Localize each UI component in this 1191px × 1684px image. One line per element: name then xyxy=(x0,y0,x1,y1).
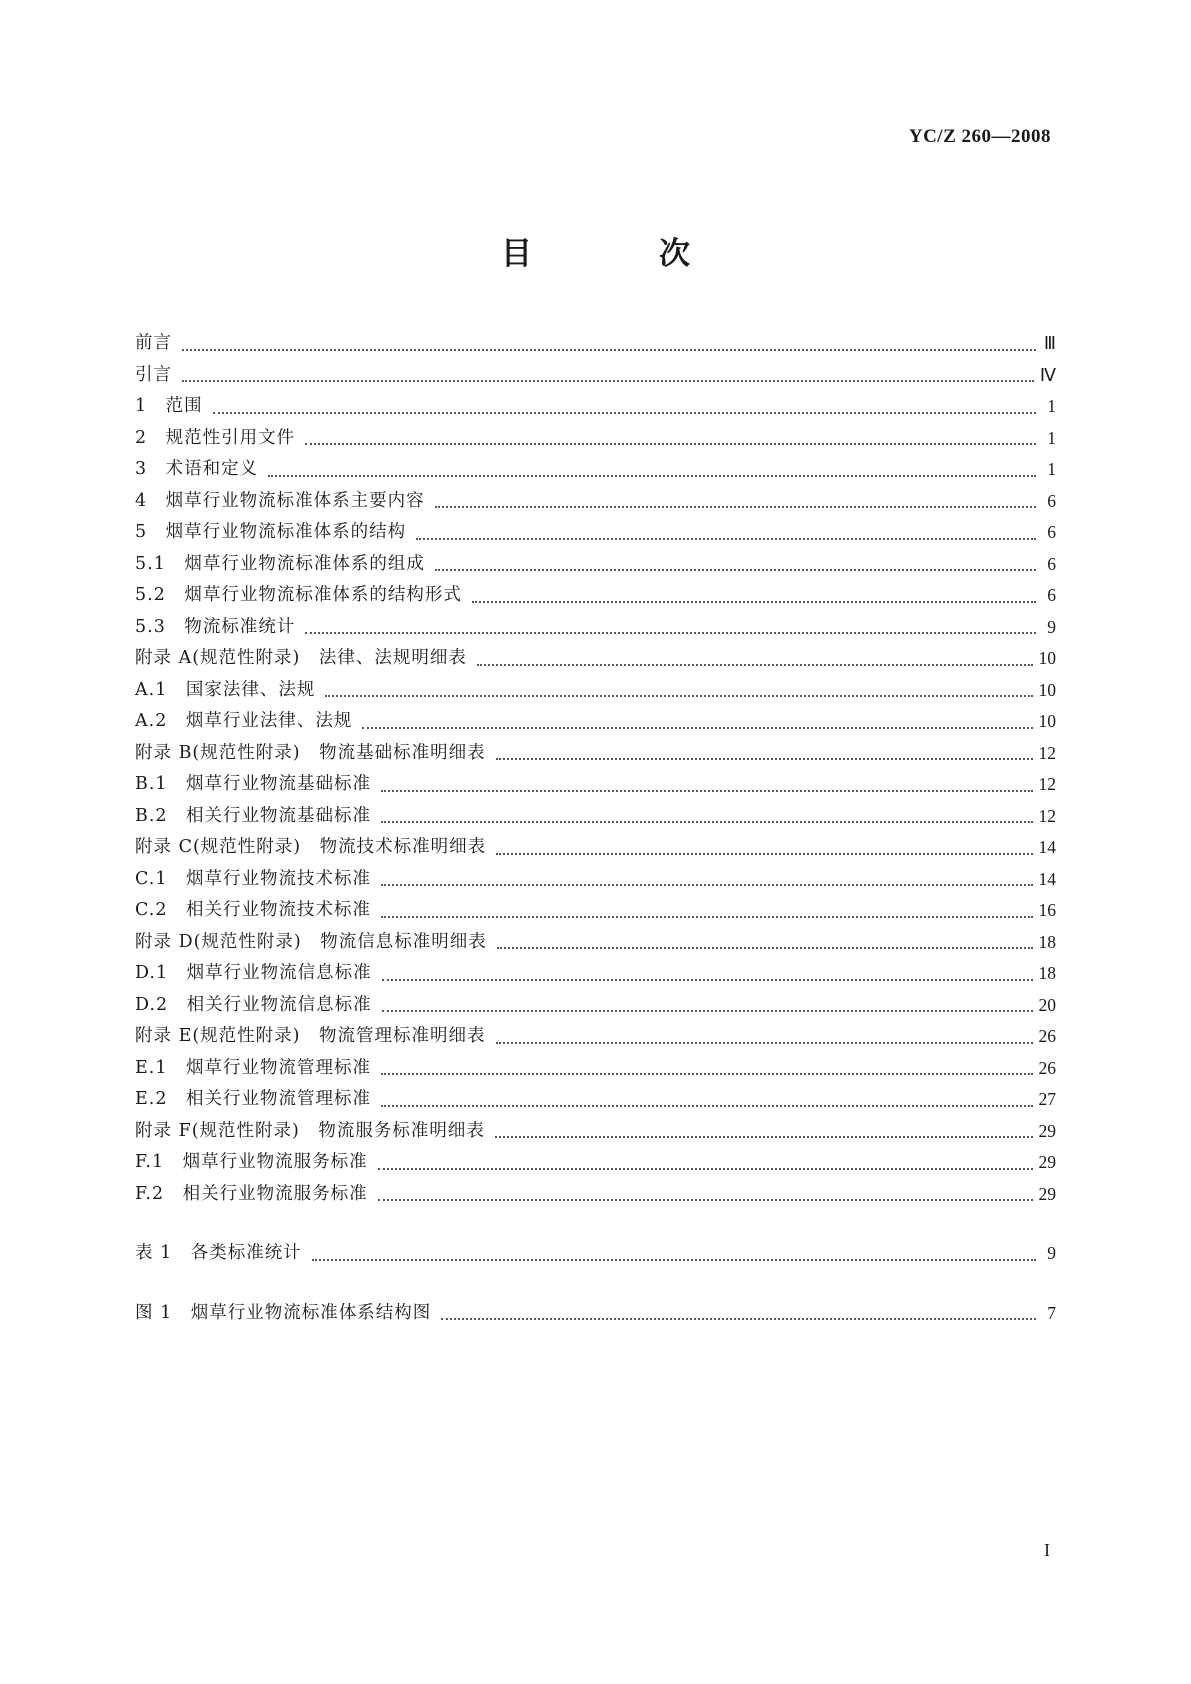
toc-entry[interactable] xyxy=(135,549,1056,581)
dot-leader xyxy=(378,1168,1033,1170)
dot-leader xyxy=(268,475,1036,477)
toc-entry-page: 10 xyxy=(1038,648,1056,668)
toc-entry-title: 5 烟草行业物流标准体系的结构 xyxy=(135,522,407,542)
toc-entry-title: 4 烟草行业物流标准体系主要内容 xyxy=(135,490,425,511)
toc-entry-title: 5.1 烟草行业物流标准体系的组成 xyxy=(135,553,425,574)
toc-entry-title: 2 规范性引用文件 xyxy=(135,427,296,448)
toc-entry-title: 附录 C(规范性附录) 物流技术标准明细表 xyxy=(135,837,487,857)
toc-entry[interactable] xyxy=(135,391,1056,423)
dot-leader xyxy=(381,790,1032,792)
toc-entry-title: F.1 烟草行业物流服务标准 xyxy=(135,1152,368,1172)
toc-entry-page: 18 xyxy=(1038,931,1056,952)
toc-entry[interactable] xyxy=(135,675,1056,707)
dot-leader xyxy=(496,758,1033,760)
toc-entry-title: D.1 烟草行业物流信息标准 xyxy=(135,963,372,983)
toc-entry[interactable] xyxy=(135,360,1056,392)
toc-entry[interactable] xyxy=(135,738,1056,770)
toc-entry[interactable] xyxy=(135,706,1056,738)
dot-leader xyxy=(382,979,1033,981)
toc-entry[interactable] xyxy=(135,643,1056,675)
toc-entry-title: E.2 相关行业物流管理标准 xyxy=(135,1089,371,1109)
dot-leader xyxy=(441,1318,1036,1320)
toc-entry[interactable] xyxy=(135,1021,1056,1053)
toc-entry[interactable] xyxy=(135,1053,1056,1085)
dot-leader xyxy=(382,1010,1033,1012)
toc-entry-page: 6 xyxy=(1047,553,1056,574)
toc-entry[interactable] xyxy=(135,580,1056,612)
toc-entry-title: 附录 A(规范性附录) 法律、法规明细表 xyxy=(135,648,467,668)
toc-entry[interactable] xyxy=(135,864,1056,896)
toc-entry[interactable] xyxy=(135,612,1056,644)
toc-entry-page: 26 xyxy=(1038,1026,1056,1046)
dot-leader xyxy=(381,1105,1033,1107)
toc-entry-title: D.2 相关行业物流信息标准 xyxy=(135,994,372,1015)
dot-leader xyxy=(497,947,1033,949)
toc-entry[interactable] xyxy=(135,990,1056,1022)
dot-leader xyxy=(312,1259,1036,1261)
toc-entry-page: 29 xyxy=(1038,1183,1056,1204)
page-title: 目 次 xyxy=(501,236,738,272)
toc-entry-page: 7 xyxy=(1047,1302,1056,1323)
dot-leader xyxy=(182,380,1034,382)
dot-leader xyxy=(381,1073,1033,1075)
table-of-contents xyxy=(135,328,1056,1329)
dot-leader xyxy=(305,443,1036,445)
dot-leader xyxy=(435,569,1036,571)
toc-entry-page: 29 xyxy=(1038,1120,1056,1141)
toc-entry-page: 1 xyxy=(1047,427,1056,448)
dot-leader xyxy=(495,1136,1033,1138)
toc-entry-page: 20 xyxy=(1038,994,1056,1015)
dot-leader xyxy=(381,821,1032,823)
dot-leader xyxy=(472,601,1036,603)
toc-entry[interactable] xyxy=(135,927,1056,959)
toc-entry-page: 1 xyxy=(1047,459,1056,479)
toc-entry[interactable] xyxy=(135,423,1056,455)
toc-entry-title: C.2 相关行业物流技术标准 xyxy=(135,900,371,920)
toc-entry[interactable] xyxy=(135,895,1056,927)
dot-leader xyxy=(477,664,1033,666)
toc-entry-title: 表 1 各类标准统计 xyxy=(135,1243,302,1263)
dot-leader xyxy=(182,349,1036,351)
toc-entry[interactable] xyxy=(135,769,1056,801)
toc-entry-page: 18 xyxy=(1038,963,1056,983)
toc-entry-title: A.1 国家法律、法规 xyxy=(135,679,316,700)
toc-entry-page: 10 xyxy=(1038,711,1056,731)
toc-entry-title: F.2 相关行业物流服务标准 xyxy=(135,1183,368,1204)
toc-entry[interactable] xyxy=(135,1298,1056,1330)
dot-leader xyxy=(496,1042,1033,1044)
dot-leader xyxy=(381,916,1033,918)
toc-entry-title: 图 1 烟草行业物流标准体系结构图 xyxy=(135,1302,432,1323)
toc-entry[interactable] xyxy=(135,1238,1056,1270)
page-number: I xyxy=(1044,1540,1050,1560)
dot-leader xyxy=(305,632,1036,634)
toc-entry-title: 5.2 烟草行业物流标准体系的结构形式 xyxy=(135,585,462,605)
dot-leader xyxy=(416,538,1036,540)
toc-entry-page: 1 xyxy=(1047,396,1056,416)
toc-entry-title: B.2 相关行业物流基础标准 xyxy=(135,805,372,826)
toc-entry-title: 附录 F(规范性附录) 物流服务标准明细表 xyxy=(135,1120,485,1141)
toc-entry[interactable] xyxy=(135,801,1056,833)
toc-entry-page: 9 xyxy=(1047,616,1056,637)
toc-entry[interactable] xyxy=(135,832,1056,864)
toc-entry-title: 3 术语和定义 xyxy=(135,459,259,479)
toc-entry-page: 14 xyxy=(1038,868,1056,889)
toc-entry-page: 9 xyxy=(1047,1243,1056,1263)
toc-entry-title: 前言 xyxy=(135,333,172,353)
toc-entry-title: C.1 烟草行业物流技术标准 xyxy=(135,868,371,889)
toc-entry-page: 27 xyxy=(1038,1089,1056,1109)
dot-leader xyxy=(435,506,1036,508)
toc-entry[interactable] xyxy=(135,517,1056,549)
toc-entry-page: 12 xyxy=(1038,805,1056,826)
toc-entry-page: 6 xyxy=(1047,490,1056,511)
toc-entry[interactable] xyxy=(135,1116,1056,1148)
toc-entry-page: Ⅲ xyxy=(1043,333,1056,353)
toc-entry-title: 附录 E(规范性附录) 物流管理标准明细表 xyxy=(135,1026,486,1046)
toc-entry[interactable] xyxy=(135,486,1056,518)
toc-entry[interactable] xyxy=(135,454,1056,486)
dot-leader xyxy=(362,727,1032,729)
toc-entry-page: 10 xyxy=(1038,679,1056,700)
dot-leader xyxy=(496,853,1032,855)
toc-entry-title: E.1 烟草行业物流管理标准 xyxy=(135,1057,371,1078)
toc-entry-title: 附录 B(规范性附录) 物流基础标准明细表 xyxy=(135,742,486,763)
toc-entry-title: 引言 xyxy=(135,364,172,385)
dot-leader xyxy=(378,1199,1033,1201)
toc-entry-page: 12 xyxy=(1038,774,1056,794)
toc-entry[interactable] xyxy=(135,958,1056,990)
toc-entry-title: A.2 烟草行业法律、法规 xyxy=(135,711,353,731)
toc-entry-page: 16 xyxy=(1038,900,1056,920)
dot-leader xyxy=(381,884,1033,886)
toc-entry-title: 1 范围 xyxy=(135,396,203,416)
toc-entry[interactable] xyxy=(135,328,1056,360)
toc-entry-page: 6 xyxy=(1047,522,1056,542)
toc-entry[interactable] xyxy=(135,1084,1056,1116)
dot-leader xyxy=(325,695,1032,697)
dot-leader xyxy=(213,412,1036,414)
toc-entry[interactable] xyxy=(135,1179,1056,1211)
toc-entry-title: B.1 烟草行业物流基础标准 xyxy=(135,774,372,794)
standard-code: YC/Z 260—2008 xyxy=(908,126,1051,147)
toc-entry-page: 6 xyxy=(1047,585,1056,605)
toc-entry-page: 12 xyxy=(1038,742,1056,763)
toc-entry[interactable] xyxy=(135,1147,1056,1179)
toc-entry-page: Ⅳ xyxy=(1039,364,1056,385)
toc-entry-page: 14 xyxy=(1038,837,1056,857)
toc-entry-title: 附录 D(规范性附录) 物流信息标准明细表 xyxy=(135,931,487,952)
toc-entry-title: 5.3 物流标准统计 xyxy=(135,616,296,637)
toc-entry-page: 29 xyxy=(1038,1152,1056,1172)
toc-entry-page: 26 xyxy=(1038,1057,1056,1078)
